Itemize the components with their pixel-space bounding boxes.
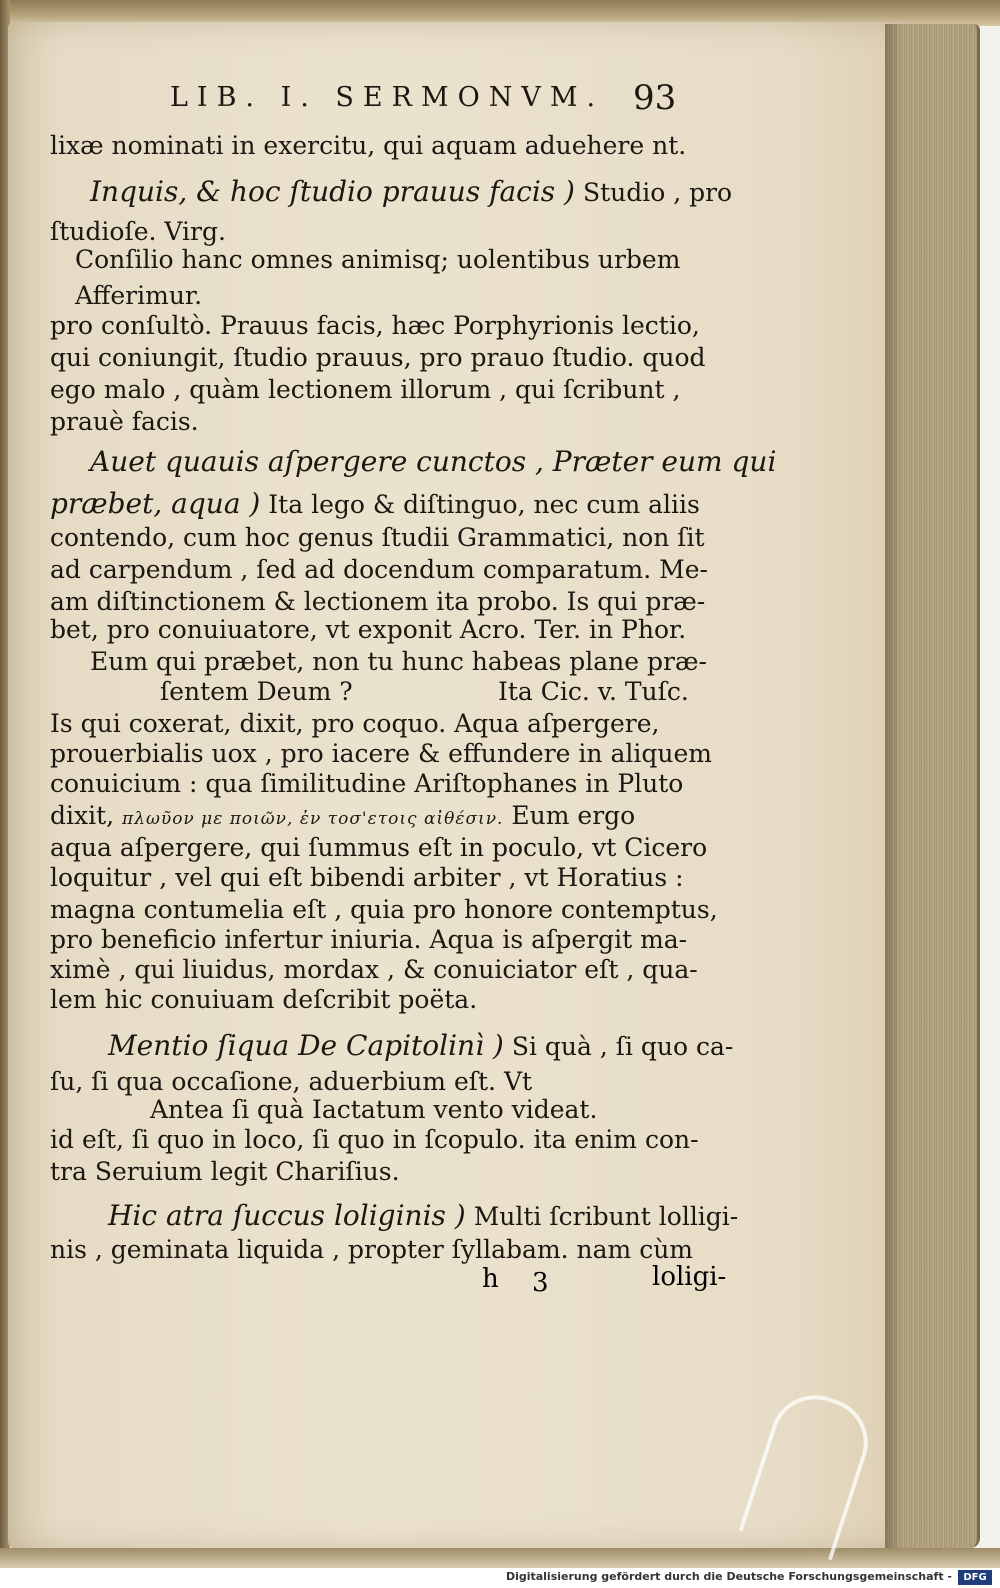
text-line: nis , geminata liquida , propter ſyllabam. nam cùm (50, 1235, 694, 1264)
quotation-line: Afferimur. (75, 281, 203, 310)
text-line: Is qui coxerat, dixit, pro coquo. Aqua aſpergere, (50, 709, 660, 738)
text-line: qui coniungit, ſtudio prauus, pro prauo ſtudio. quod (50, 343, 706, 372)
lemma-line (90, 446, 776, 479)
quotation-line: Conſilio hanc omnes animisq; uolentibus urbem (75, 245, 681, 274)
lemma: Inquis, & hoc ſtudio prauus facis ) (90, 175, 575, 208)
quotation-line: Antea ſi quà Iactatum vento videat. (150, 1095, 598, 1124)
text-line (50, 800, 635, 835)
book-bottom-edge (0, 1548, 1000, 1568)
text-line: conuicium : qua ſimilitudine Ariſtophanes in Pluto (50, 769, 684, 798)
lemma: Mentio ſiqua De Capitolinì ) (108, 1029, 504, 1062)
page-number: 93 (633, 78, 677, 118)
text-line: tra Seruium legit Chariſius. (50, 1157, 400, 1186)
signature-letter: h (482, 1264, 499, 1294)
text-line: magna contumelia eſt , quia pro honore contemptus, (50, 895, 718, 924)
text-line: loquitur , vel qui eſt bibendi arbiter , vt Horatius : (50, 863, 684, 892)
text-fragment: Multi ſcribunt lolligi- (473, 1202, 739, 1231)
commentary-line (108, 1200, 738, 1233)
text-line: id eſt, ſi quo in loco, ſi quo in ſcopulo. ita enim con- (50, 1125, 699, 1154)
text-line: ego malo , quàm lectionem illorum , qui ſcribunt , (50, 375, 681, 404)
signature-number: 3 (532, 1268, 549, 1298)
text-fragment: Ita lego & diſtinguo, nec cum aliis (268, 490, 700, 519)
text-line: am diſtinctionem & lectionem ita probo. Is qui præ- (50, 587, 706, 616)
text-fragment: Studio , pro (582, 178, 733, 207)
text-line: bet, pro conuiuatore, vt exponit Acro. Ter. in Phor. (50, 615, 687, 644)
text-line: pro conſultò. Prauus facis, hæc Porphyrionis lectio, (50, 311, 700, 340)
text-line: contendo, cum hoc genus ſtudii Grammatici, non ſit (50, 523, 705, 552)
quotation-line: Eum qui præbet, non tu hunc habeas plane præ- (90, 647, 707, 676)
text-fragment: Si quà , ſi quo ca- (511, 1032, 734, 1061)
text-line: lixæ nominati in exercitu, qui aquam aduehere nt. (50, 131, 687, 160)
text-line: pro beneficio infertur iniuria. Aqua is aſpergit ma- (50, 925, 688, 954)
text-line: aqua aſpergere, qui ſummus eſt in poculo, vt Cicero (50, 833, 708, 862)
text-line: prauè facis. (50, 407, 199, 436)
quotation-line: ſentem Deum ? (160, 677, 353, 706)
text-line: ſu, ſi qua occaſione, aduerbium eſt. Vt (50, 1067, 533, 1096)
catchword: loligi- (652, 1262, 727, 1292)
text-line: ximè , qui liuidus, mordax , & conuiciator eſt , qua- (50, 955, 698, 984)
text-line: ſtudioſe. Virg. (50, 217, 226, 246)
text-fragment: dixit, (50, 801, 115, 830)
lemma: præbet, aqua ) (50, 487, 261, 520)
greek-quotation: πλωῦον με ποιῶν, ἐν τοσ'ετοις αἰθέσιν. (122, 809, 504, 829)
text-fragment: Eum ergo (511, 801, 636, 830)
running-head: LIB. I. SERMONVM. (170, 82, 605, 113)
lemma: Auet quauis aſpergere cunctos , Præter eum qui (90, 445, 777, 478)
fore-edge-shadow (885, 24, 901, 1548)
text-line: lem hic conuiuam deſcribit poëta. (50, 985, 478, 1014)
text-line: ad carpendum , ſed ad docendum comparatum. Me- (50, 555, 708, 584)
lemma: Hic atra ſuccus loliginis ) (108, 1199, 466, 1232)
footer-credit: Digitalisierung gefördert durch die Deutsche Forschungsgemeinschaft - (505, 1570, 952, 1583)
commentary-line (108, 1030, 733, 1063)
commentary-line (50, 488, 700, 521)
text-line: prouerbialis uox , pro iacere & effundere in aliquem (50, 739, 712, 768)
footer-bar (0, 1568, 1000, 1588)
commentary-line (90, 176, 732, 209)
text-line: Ita Cic. v. Tuſc. (498, 677, 689, 706)
dfg-logo: DFG (958, 1570, 992, 1585)
